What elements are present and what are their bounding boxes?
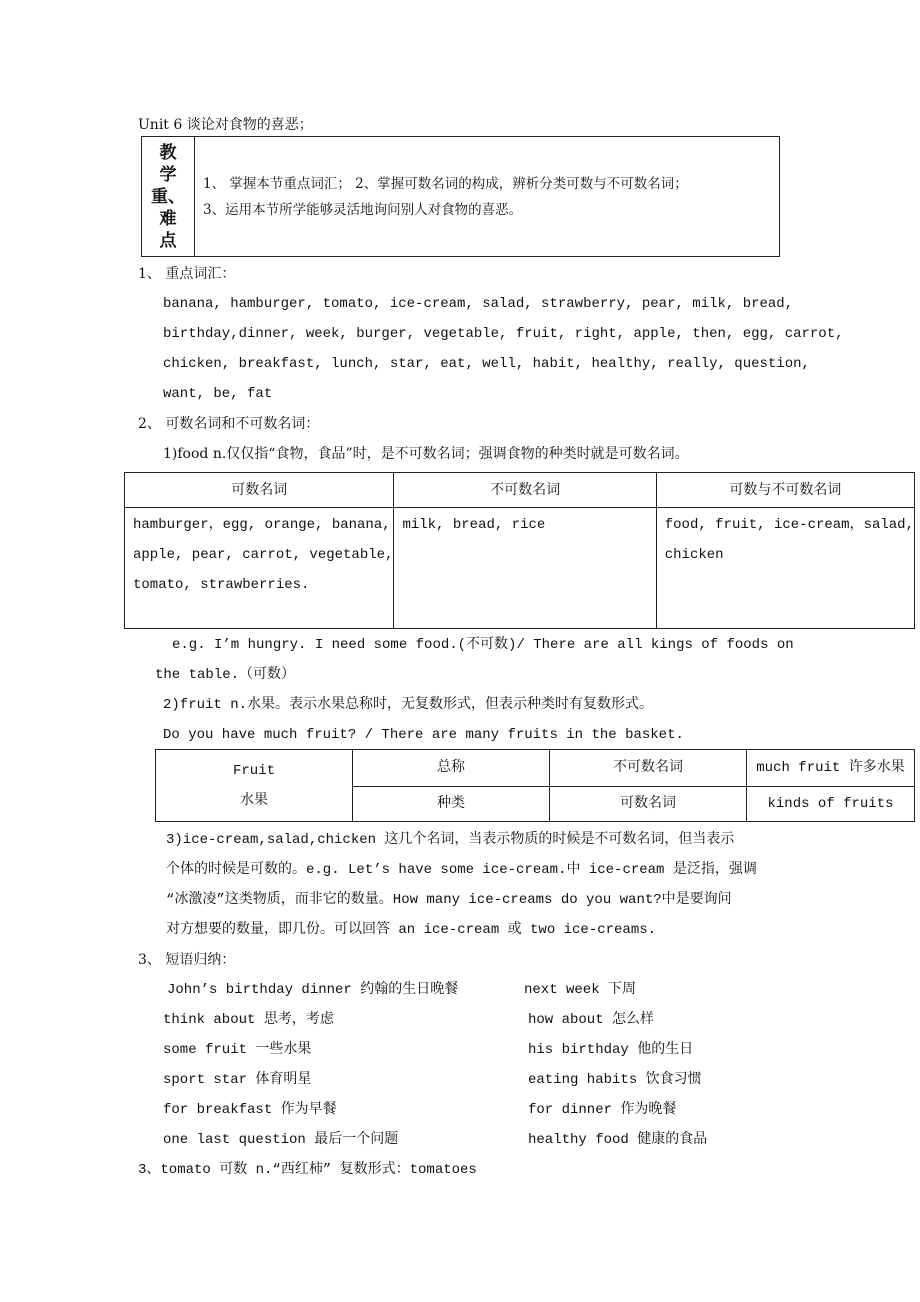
fruit-table-cell: 种类: [353, 787, 550, 822]
table-cell-both: [656, 508, 914, 629]
cell-line: food, fruit, ice-cream，salad,: [664, 517, 914, 533]
example-line: the table.（可数）: [155, 667, 296, 683]
fruit-note: 2)fruit n.水果。表示水果总称时，无复数形式，但表示种类时有复数形式。: [163, 697, 654, 713]
vocab-line: birthday,dinner, week, burger, vegetable, fruit, right, apple, then, egg, carrot,: [163, 326, 844, 342]
cell-line: hamburger，egg, orange, banana,: [133, 517, 391, 533]
vocab-line: chicken, breakfast, lunch, star, eat, well, habit, healthy, really, question,: [163, 356, 810, 372]
cell-line: chicken: [664, 547, 724, 563]
ice-cream-line: “冰激凌”这类物质，而非它的数量。How many ice-creams do you want?中是要询问: [166, 892, 732, 908]
objectives-content: [195, 137, 780, 257]
table-cell-uncountable: [394, 508, 656, 629]
objectives-label-char: 点: [159, 230, 177, 251]
example-line: e.g. I’m hungry. I need some food.(不可数)/ There are all kings of foods on: [172, 637, 794, 653]
objectives-label: [142, 137, 195, 257]
fruit-table-cell: much fruit 许多水果: [747, 750, 915, 787]
phrase-item: John’s birthday dinner 约翰的生日晚餐: [167, 982, 459, 998]
phrase-item: for breakfast 作为早餐: [163, 1102, 337, 1118]
objectives-label-char: 学: [159, 164, 177, 185]
fruit-table-cell: 总称: [353, 750, 550, 787]
tomato-note: 3、tomato 可数 n.“西红柿” 复数形式：tomatoes: [138, 1162, 477, 1178]
vocab-heading: 1、 重点词汇：: [138, 266, 236, 282]
cell-line: apple, pear, carrot, vegetable,: [133, 547, 394, 563]
phrases-heading: 3、 短语归纳：: [138, 952, 236, 968]
objective-line: 1、 掌握本节重点词汇； 2、掌握可数名词的构成，辨析分类可数与不可数名词；: [203, 175, 688, 192]
countable-table: [124, 472, 915, 629]
fruit-table-cell: 不可数名词: [550, 750, 747, 787]
fruit-table-cell: 可数名词: [550, 787, 747, 822]
food-note: 1)food n.仅仅指“食物，食品”时，是不可数名词；强调食物的种类时就是可数名词。: [163, 446, 689, 462]
phrase-item: healthy food 健康的食品: [528, 1132, 708, 1148]
vocab-line: banana, hamburger, tomato, ice-cream, salad, strawberry, pear, milk, bread,: [163, 296, 794, 312]
objectives-label-char: 重、: [151, 186, 185, 207]
table-header: 可数名词: [125, 473, 394, 508]
objectives-label-char: 教: [159, 142, 177, 163]
fruit-table-label: [156, 750, 353, 822]
objectives-table: [141, 136, 780, 257]
phrase-item: some fruit 一些水果: [163, 1042, 312, 1058]
cell-line: tomato, strawberries.: [133, 577, 310, 593]
nouns-heading: 2、 可数名词和不可数名词：: [138, 416, 320, 432]
page-title: Unit 6 谈论对食物的喜恶；: [138, 117, 313, 133]
table-cell-countable: [125, 508, 394, 629]
phrase-item: one last question 最后一个问题: [163, 1132, 399, 1148]
phrase-item: sport star 体育明星: [163, 1072, 312, 1088]
phrase-item: think about 思考，考虑: [163, 1012, 334, 1028]
objectives-label-char: 难: [159, 208, 177, 229]
objective-line: 3、运用本节所学能够灵活地询问别人对食物的喜恶。: [203, 201, 523, 218]
phrase-item: for dinner 作为晚餐: [528, 1102, 677, 1118]
fruit-label-zh: 水果: [240, 792, 268, 809]
ice-cream-line: 3)ice-cream,salad,chicken 这几个名词，当表示物质的时候是不可数名词，但当表示: [166, 832, 735, 848]
fruit-table: [155, 749, 915, 822]
phrase-item: how about 怎么样: [528, 1012, 655, 1028]
fruit-example: Do you have much fruit? / There are many fruits in the basket.: [163, 727, 684, 743]
fruit-table-cell: kinds of fruits: [747, 787, 915, 822]
cell-line: milk, bread, rice: [402, 517, 546, 533]
table-header: 不可数名词: [394, 473, 656, 508]
phrase-item: eating habits 饮食习惯: [528, 1072, 702, 1088]
ice-cream-line: 对方想要的数量，即几份。可以回答 an ice-cream 或 two ice-creams.: [166, 922, 657, 938]
phrase-item: his birthday 他的生日: [528, 1042, 694, 1058]
vocab-line: want, be, fat: [163, 386, 273, 402]
phrase-item: next week 下周: [524, 982, 637, 998]
ice-cream-line: 个体的时候是可数的。e.g. Let’s have some ice-cream.中 ice-cream 是泛指，强调: [166, 862, 757, 878]
table-header: 可数与不可数名词: [656, 473, 914, 508]
fruit-label-en: Fruit: [232, 762, 275, 779]
